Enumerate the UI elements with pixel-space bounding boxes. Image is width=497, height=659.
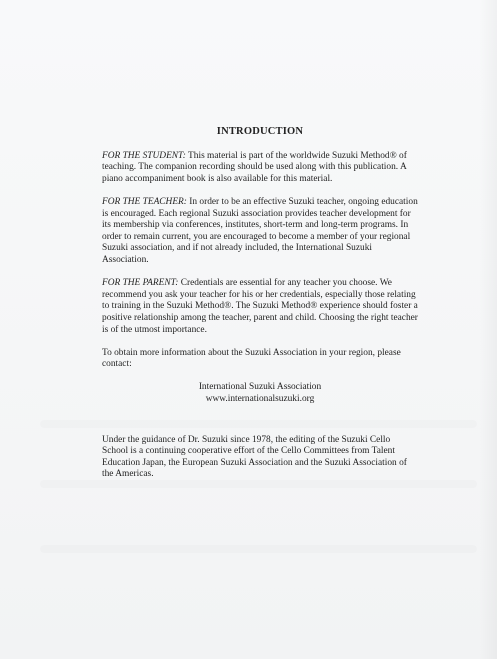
introduction-section — [102, 126, 418, 493]
parent-paragraph — [102, 278, 418, 336]
teacher-paragraph — [102, 197, 418, 267]
student-paragraph — [102, 151, 418, 186]
student-text: This material is part of the worldwide Suzuki Method® of teaching. The companion recording should be used along with this publication. A piano accompaniment book is also available for this material. — [102, 150, 407, 184]
contact-name: International Suzuki Association — [198, 382, 322, 393]
contact-url: www.internationalsuzuki.org — [205, 394, 315, 405]
parent-heading: FOR THE PARENT: — [102, 278, 179, 289]
student-heading: FOR THE STUDENT: — [102, 150, 186, 161]
teacher-text: In order to be an effective Suzuki teacher, ongoing education is encouraged. Each regional Suzuki association provides teacher development for its membership via conferences, institutes, short-term and long-term programs. In order to remain current, you are encouraged to become a member of your regional Suzuki association, and if not already included, the International Suzuki Association. — [102, 196, 418, 265]
parent-text: Credentials are essential for any teacher you choose. We recommend you ask your teacher for his or her credentials, especially those relating to training in the Suzuki Method®. The Suzuki Method® experience should foster a positive relationship among the teacher, parent and child. Choosing the right teacher is of the utmost importance. — [102, 278, 418, 335]
contact-block — [102, 382, 418, 405]
show-through-line — [40, 545, 477, 553]
page-title: INTRODUCTION — [216, 126, 304, 137]
teacher-heading: FOR THE TEACHER: — [102, 196, 187, 207]
guidance-paragraph: Under the guidance of Dr. Suzuki since 1978, the editing of the Suzuki Cello School is a continuing cooperative effort of the Cello Committees from Talent Education Japan, the European Suzuki Association and the Suzuki Association of the Americas. — [102, 434, 407, 480]
info-paragraph: To obtain more information about the Suzuki Association in your region, please contact: — [102, 347, 401, 370]
page-edge-shadow — [479, 0, 497, 659]
